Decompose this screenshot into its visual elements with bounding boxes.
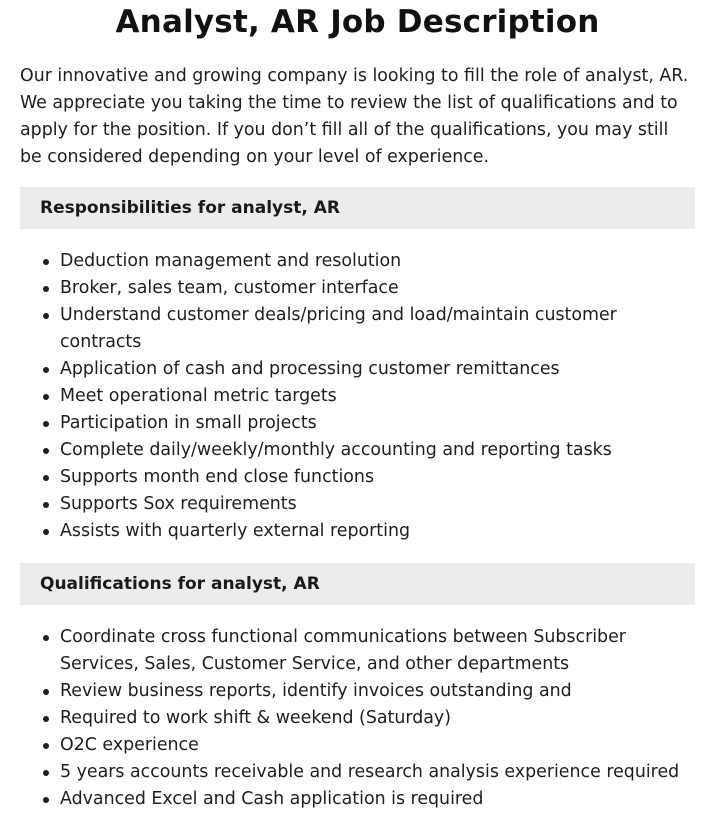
list-item: Coordinate cross functional communications between Subscriber Services, Sales, Customer Service, and other departments bbox=[60, 624, 695, 678]
list-item: Application of cash and processing customer remittances bbox=[60, 356, 695, 383]
list-item: Assists with quarterly external reporting bbox=[60, 518, 695, 545]
list-item: Meet operational metric targets bbox=[60, 383, 695, 410]
intro-paragraph: Our innovative and growing company is looking to fill the role of analyst, AR. We appreciate you taking the time to review the list of qualifications and to apply for the position. If you don’t fill all of the qualifications, you may still be considered depending on your level of experience. bbox=[20, 66, 689, 167]
qualifications-heading: Qualifications for analyst, AR bbox=[40, 574, 320, 594]
list-item: Required to work shift & weekend (Saturday) bbox=[60, 705, 695, 732]
qualifications-list bbox=[20, 624, 695, 813]
list-item: O2C experience bbox=[60, 732, 695, 759]
list-item: Understand customer deals/pricing and load/maintain customer contracts bbox=[60, 302, 695, 356]
list-item: Supports month end close functions bbox=[60, 464, 695, 491]
qualifications-header bbox=[20, 563, 695, 605]
list-item: Review business reports, identify invoices outstanding and bbox=[60, 678, 695, 705]
responsibilities-heading: Responsibilities for analyst, AR bbox=[40, 198, 341, 218]
responsibilities-header bbox=[20, 187, 695, 229]
page-title: Analyst, AR Job Description bbox=[115, 4, 600, 40]
list-item: Supports Sox requirements bbox=[60, 491, 695, 518]
list-item: 5 years accounts receivable and research analysis experience required bbox=[60, 759, 695, 786]
list-item: Deduction management and resolution bbox=[60, 248, 695, 275]
list-item: Participation in small projects bbox=[60, 410, 695, 437]
responsibilities-list bbox=[20, 248, 695, 545]
list-item: Broker, sales team, customer interface bbox=[60, 275, 695, 302]
list-item: Complete daily/weekly/monthly accounting and reporting tasks bbox=[60, 437, 695, 464]
list-item: Advanced Excel and Cash application is required bbox=[60, 786, 695, 813]
